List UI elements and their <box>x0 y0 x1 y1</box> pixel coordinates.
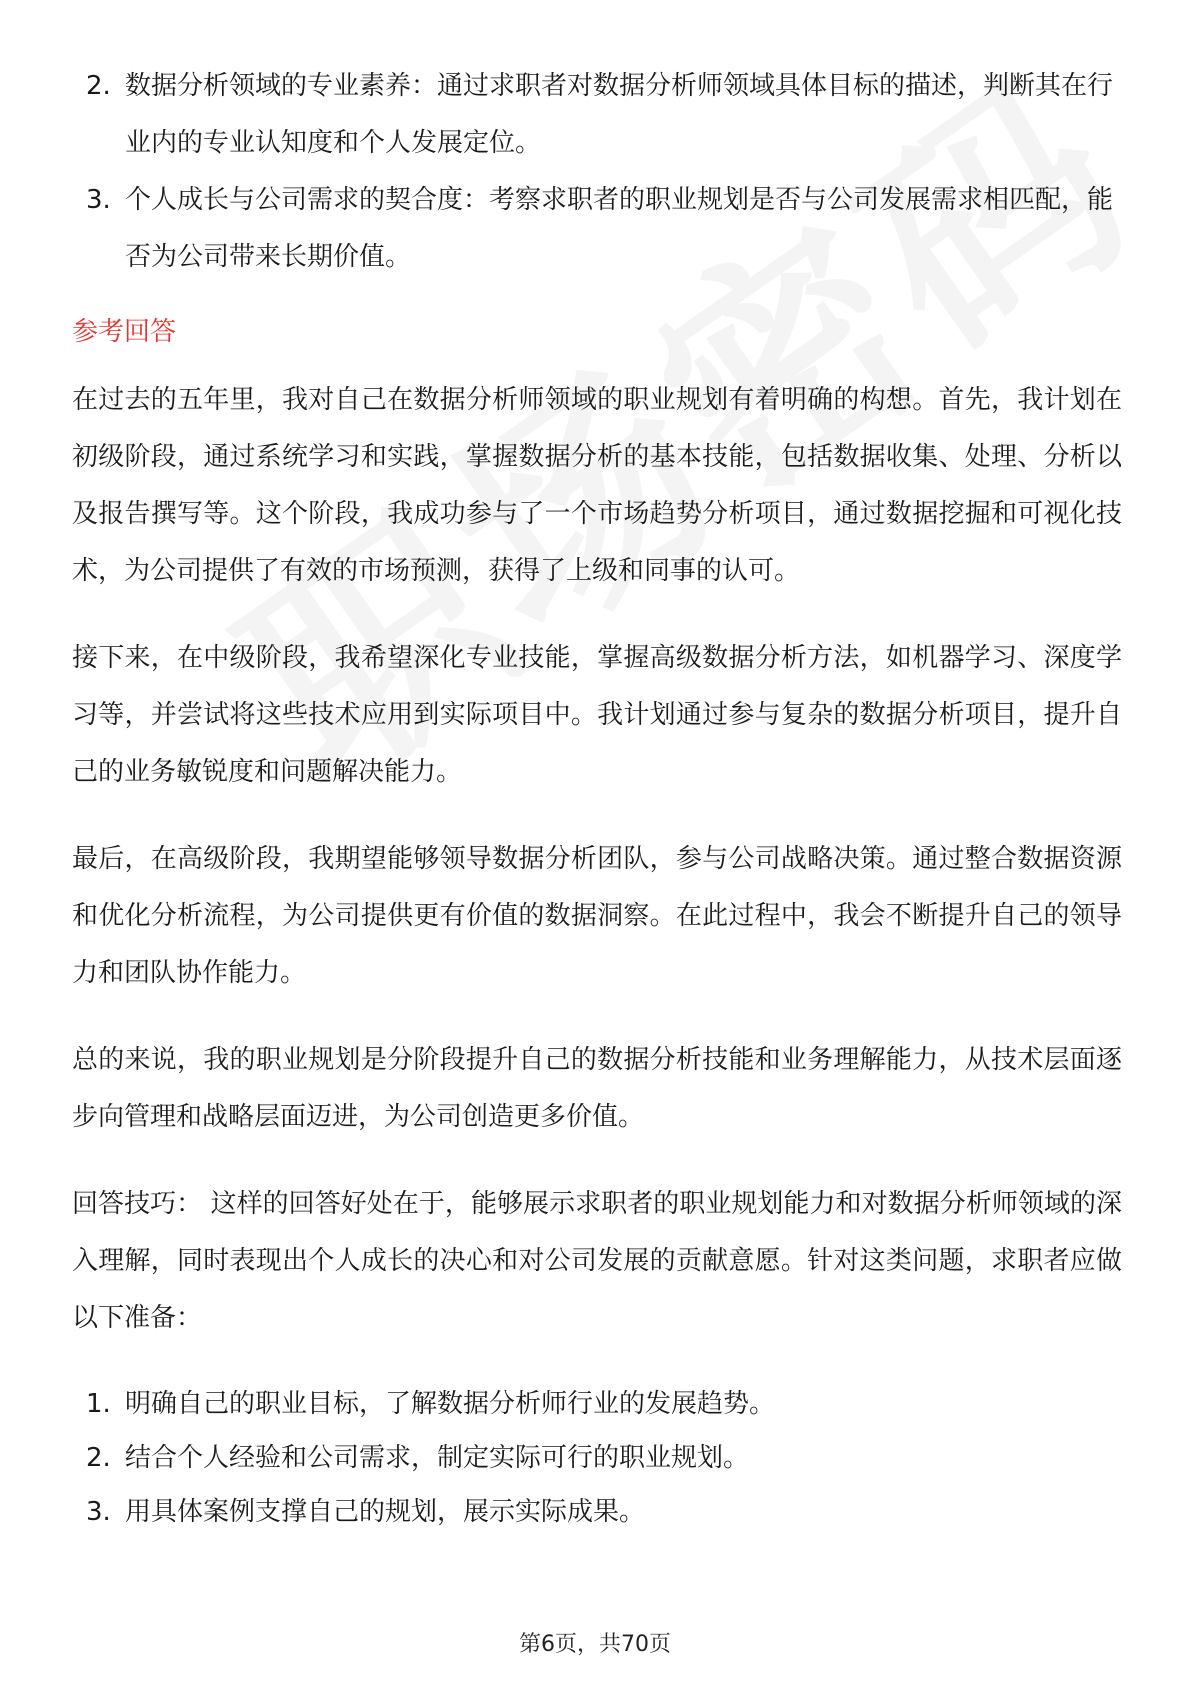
list-item <box>72 1431 1122 1485</box>
list-number: 3. <box>86 1497 111 1527</box>
answer-paragraph: 最后，在高级阶段，我期望能够领导数据分析团队，参与公司战略决策。通过整合数据资源和优化分析流程，为公司提供更有价值的数据洞察。在此过程中，我会不断提升自己的领导力和团队协作能力。 <box>72 844 1122 988</box>
list-item <box>72 172 1122 286</box>
criteria-list <box>72 58 1122 286</box>
list-item <box>72 1485 1122 1539</box>
answer-paragraph: 在过去的五年里，我对自己在数据分析师领域的职业规划有着明确的构想。首先，我计划在初级阶段，通过系统学习和实践，掌握数据分析的基本技能，包括数据收集、处理、分析以及报告撰写等。这个阶段，我成功参与了一个市场趋势分析项目，通过数据挖掘和可视化技术，为公司提供了有效的市场预测，获得了上级和同事的认可。 <box>72 385 1122 586</box>
page-content <box>72 58 1122 1539</box>
list-text: 数据分析领域的专业素养：通过求职者对数据分析师领域具体目标的描述，判断其在行业内的专业认知度和个人发展定位。 <box>125 71 1114 158</box>
list-item <box>72 58 1122 172</box>
answer-paragraph: 接下来，在中级阶段，我希望深化专业技能，掌握高级数据分析方法，如机器学习、深度学习等，并尝试将这些技术应用到实际项目中。我计划通过参与复杂的数据分析项目，提升自己的业务敏锐度和问题解决能力。 <box>72 643 1122 787</box>
reference-answer-heading: 参考回答 <box>72 317 177 347</box>
list-text: 明确自己的职业目标，了解数据分析师行业的发展趋势。 <box>125 1389 776 1419</box>
list-number: 1. <box>86 1389 111 1419</box>
list-item <box>72 1377 1122 1431</box>
page-footer: 第6页，共70页 <box>519 1632 671 1657</box>
answer-paragraph: 总的来说，我的职业规划是分阶段提升自己的数据分析技能和业务理解能力，从技术层面逐步向管理和战略层面迈进，为公司创造更多价值。 <box>72 1045 1122 1132</box>
list-text: 用具体案例支撑自己的规划，展示实际成果。 <box>125 1497 646 1527</box>
list-number: 3. <box>86 185 111 215</box>
tips-list <box>72 1377 1122 1539</box>
list-text: 结合个人经验和公司需求，制定实际可行的职业规划。 <box>125 1443 750 1473</box>
list-text: 个人成长与公司需求的契合度：考察求职者的职业规划是否与公司发展需求相匹配，能否为公司带来长期价值。 <box>125 185 1114 272</box>
tips-paragraph: 回答技巧： 这样的回答好处在于，能够展示求职者的职业规划能力和对数据分析师领域的深入理解，同时表现出个人成长的决心和对公司发展的贡献意愿。针对这类问题，求职者应做以下准备： <box>72 1189 1122 1333</box>
list-number: 2. <box>86 71 111 101</box>
list-number: 2. <box>86 1443 111 1473</box>
